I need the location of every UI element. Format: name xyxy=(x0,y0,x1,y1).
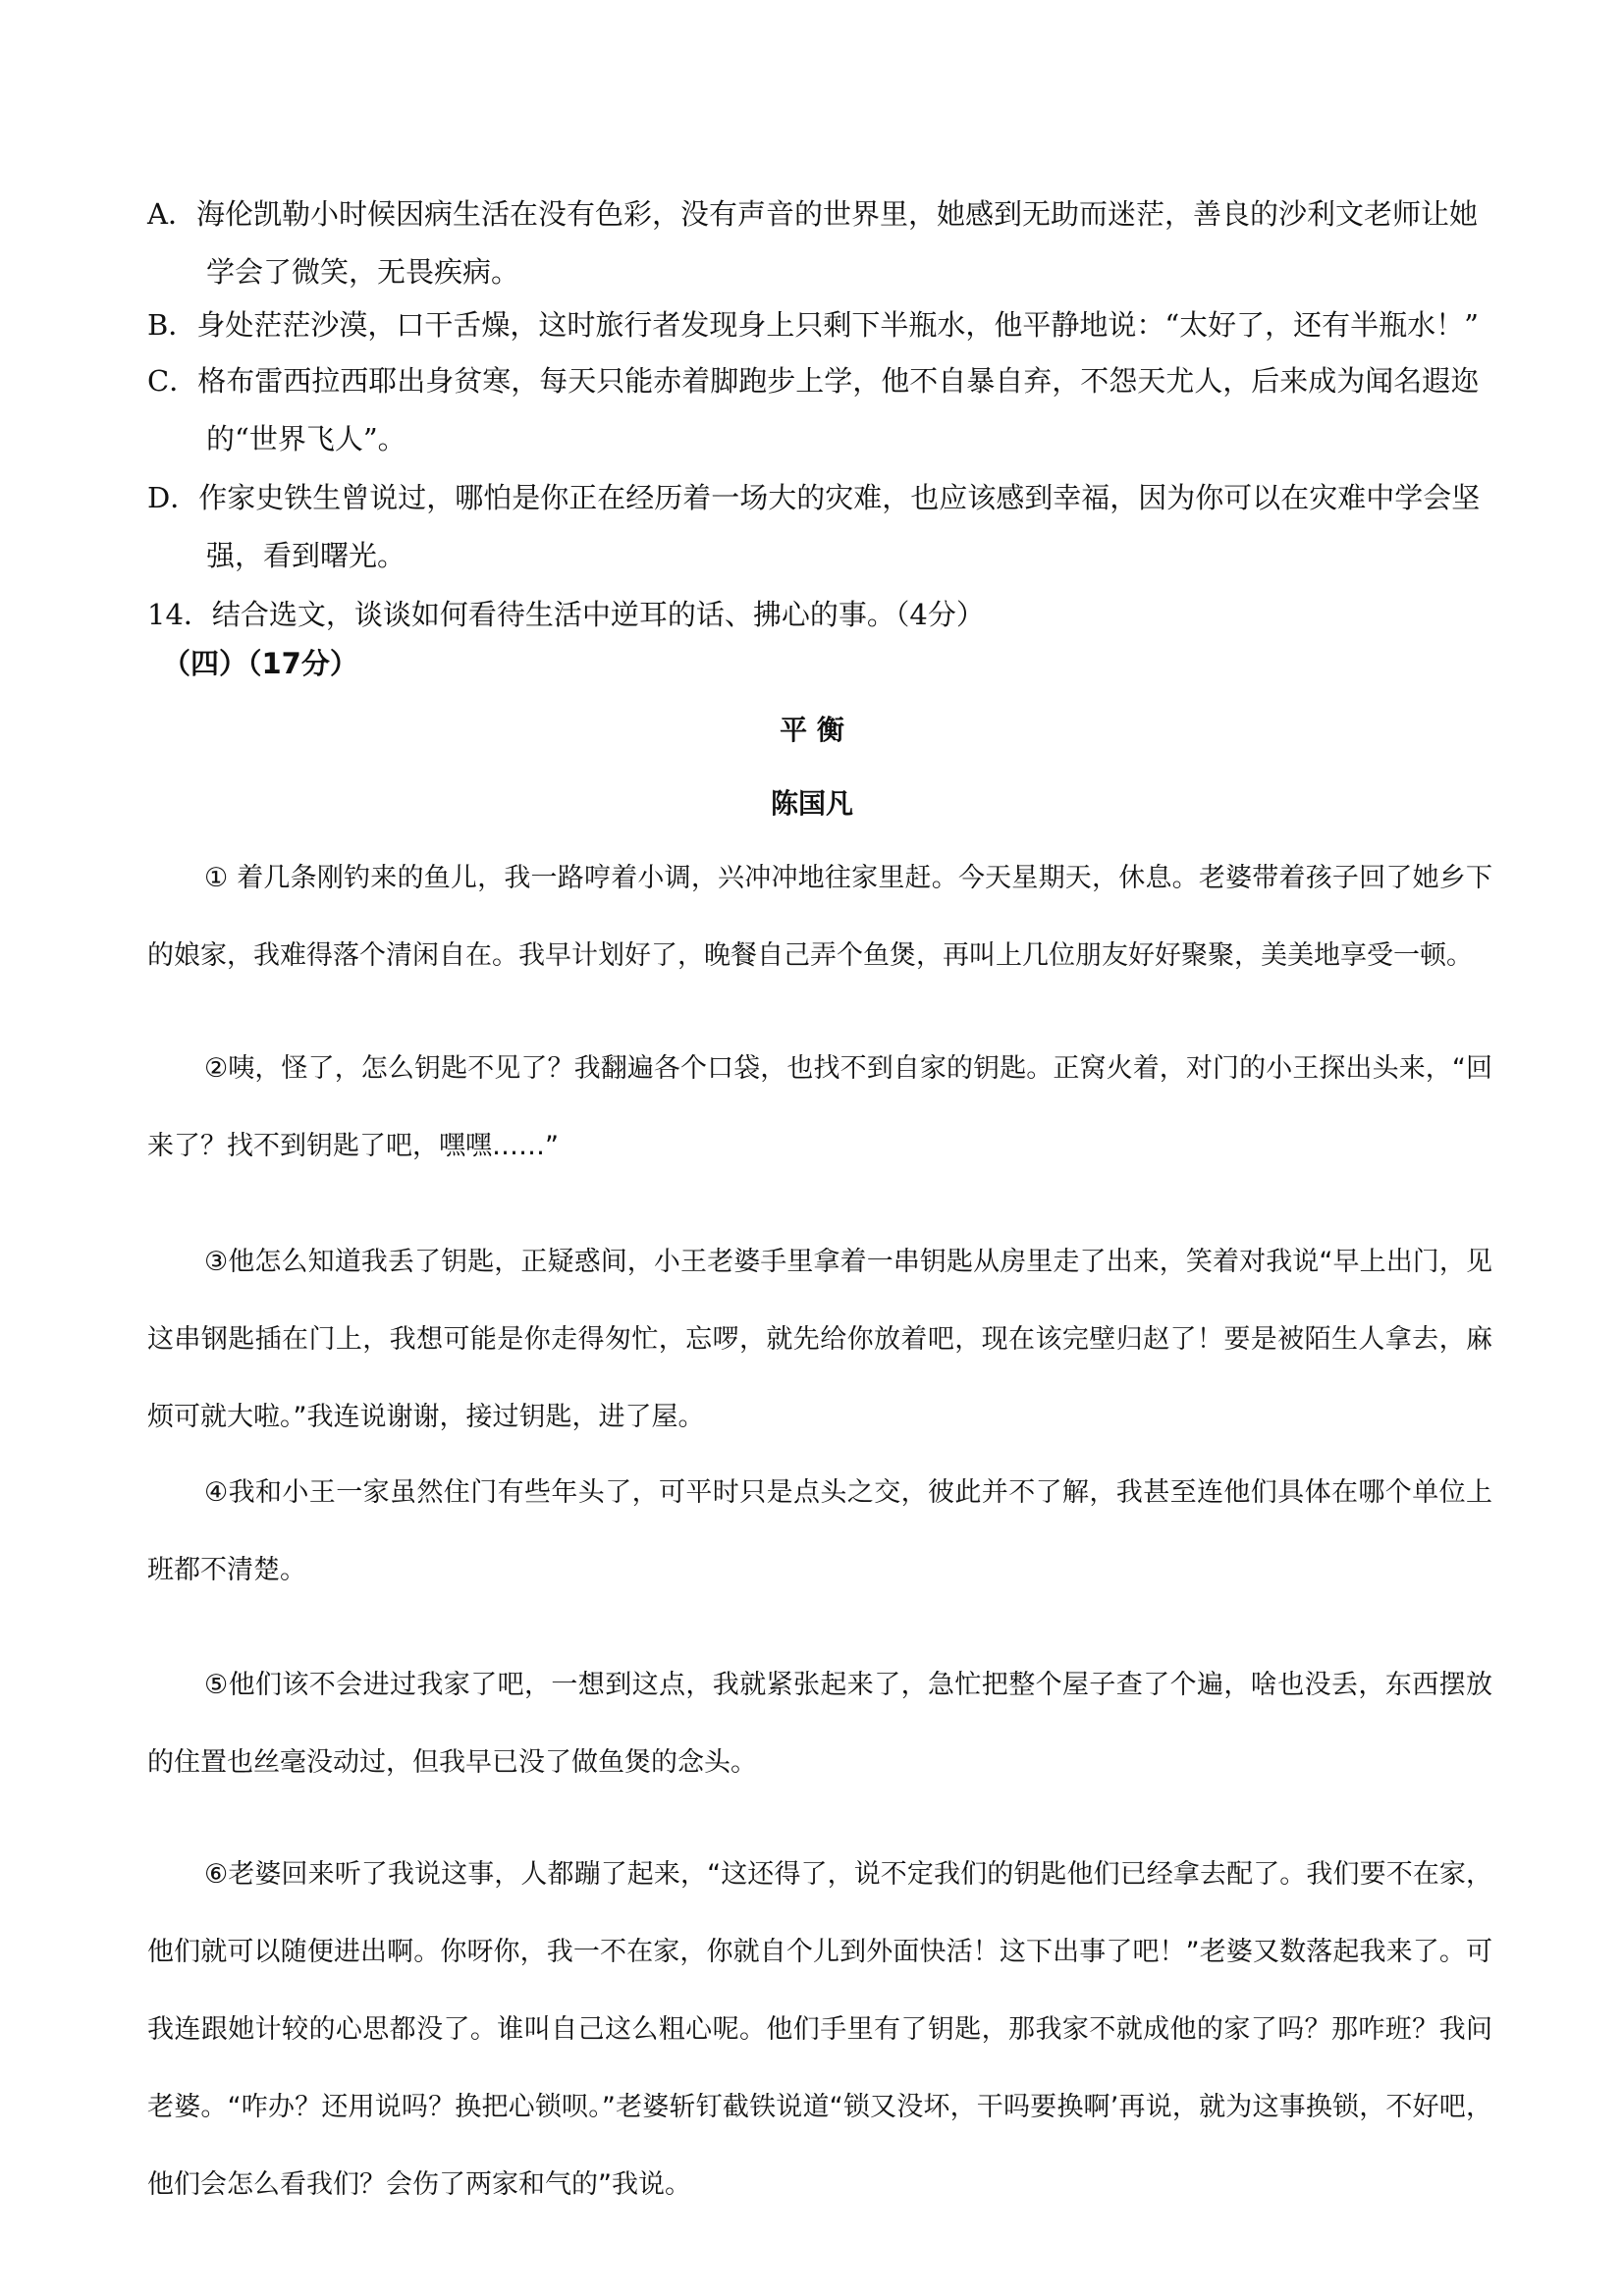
article-title: 平 衡 xyxy=(780,714,844,746)
article-paragraph: ⑤他们该不会进过我家了吧，一想到这点，我就紧张起来了，急忙把整个屋子查了个遍，啥也没丢，东西摆放的住置也丝毫没动过，但我早已没了做鱼煲的念头。 xyxy=(147,1670,1492,1778)
option-text: 身处茫茫沙漠，口干舌燥，这时旅行者发现身上只剩下半瓶水，他平静地说：“太好了，还有半瓶水！” xyxy=(196,308,1479,342)
option-label: C． xyxy=(147,364,198,398)
article-paragraph: ① 着几条刚钓来的鱼儿，我一路哼着小调，兴冲冲地往家里赶。今天星期天，休息。老婆带着孩子回了她乡下的娘家，我难得落个清闲自在。我早计划好了，晚餐自己弄个鱼煲，再叫上几位朋友好好聚聚，美美地享受一顿。 xyxy=(147,863,1492,971)
article-paragraph: ③他怎么知道我丢了钥匙，正疑惑间，小王老婆手里拿着一串钥匙从房里走了出来，笑着对我说“早上出门，见这串钢匙插在门上，我想可能是你走得匆忙，忘啰，就先给你放着吧，现在该完壁归赵了！要是被陌生人拿去，麻烦可就大啦。”我连说谢谢，接过钥匙，进了屋。 xyxy=(147,1247,1492,1432)
section-header: （四）（17分） xyxy=(162,647,358,680)
option-text-continued: 的“世界飞人”。 xyxy=(206,422,406,455)
article-paragraph: ④我和小王一家虽然住门有些年头了，可平时只是点头之交，彼此并不了解，我甚至连他们具体在哪个单位上班都不清楚。 xyxy=(147,1477,1492,1585)
option-text-continued: 强，看到曙光。 xyxy=(206,539,406,572)
option-b xyxy=(147,296,1492,354)
option-label: B． xyxy=(147,308,197,342)
article-paragraph: ⑥老婆回来听了我说这事，人都蹦了起来，“这还得了，说不定我们的钥匙他们已经拿去配了。我们要不在家，他们就可以随便进出啊。你呀你，我一不在家，你就自个儿到外面快活！这下出事了吧！”老婆又数落起我来了。可我连跟她计较的心思都没了。谁叫自己这么粗心呢。他们手里有了钥匙，那我家不就成他的家了吗？那咋班？我问老婆。“咋办？还用说吗？换把心锁呗。”老婆斩钉截铁说道“锁又没坏，干吗要换啊’再说，就为这事换锁，不好吧，他们会怎么看我们？会伤了两家和气的”我说。 xyxy=(147,1859,1492,2200)
option-d xyxy=(147,469,1492,585)
option-text: 格布雷西拉西耶出身贫寒，每天只能赤着脚跑步上学，他不自暴自弃，不怨天尤人，后来成为闻名遐迩 xyxy=(197,364,1480,398)
option-text-continued: 学会了微笑，无畏疾病。 xyxy=(206,255,520,289)
article-author: 陈国凡 xyxy=(770,787,853,820)
option-a xyxy=(147,186,1492,301)
option-c xyxy=(147,352,1492,468)
question-14: 14．结合选文，谈谈如何看待生活中逆耳的话、拂心的事。（4分） xyxy=(147,598,985,631)
option-text: 海伦凯勒小时候因病生活在没有色彩，没有声音的世界里，她感到无助而迷茫，善良的沙利文老师让她 xyxy=(195,197,1478,231)
option-label: D． xyxy=(147,481,199,514)
article-paragraph: ②咦，怪了，怎么钥匙不见了？我翻遍各个口袋，也找不到自家的钥匙。正窝火着，对门的小王探出头来，“回来了？找不到钥匙了吧，嘿嘿……” xyxy=(147,1053,1492,1161)
option-text: 作家史铁生曾说过，哪怕是你正在经历着一场大的灾难，也应该感到幸福，因为你可以在灾难中学会坚 xyxy=(198,481,1481,514)
option-label: A． xyxy=(147,197,196,231)
